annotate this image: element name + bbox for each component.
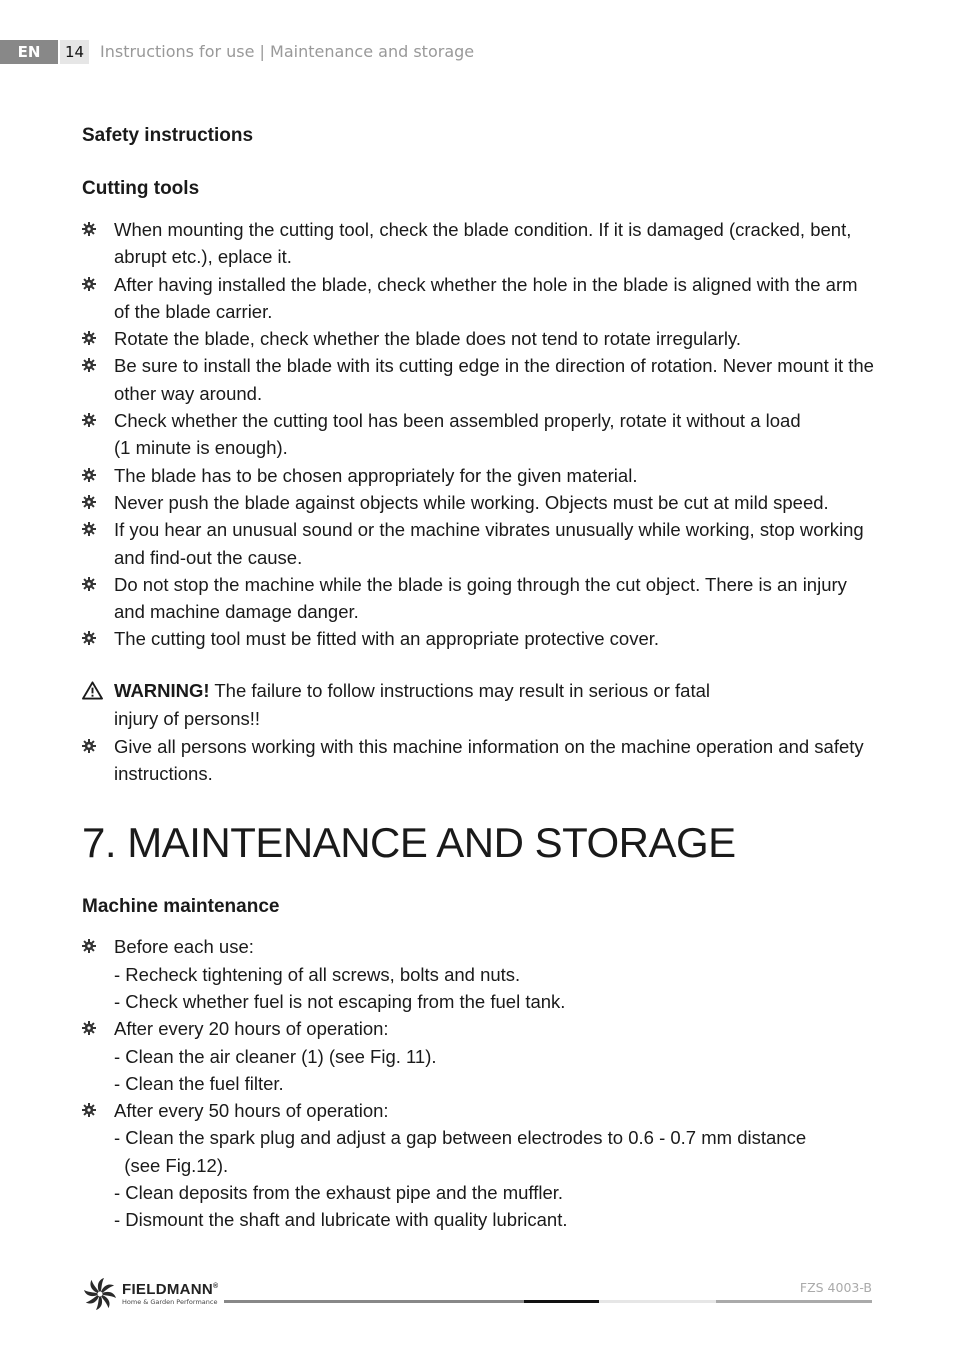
- list-item: Never push the blade against objects while working. Objects must be cut at mild speed.: [82, 489, 877, 516]
- list-item: When mounting the cutting tool, check the blade condition. If it is damaged (cracked, bent, abrupt etc.), eplace it.: [82, 216, 877, 271]
- sub-item: (see Fig.12).: [114, 1154, 229, 1176]
- gear-bullet-icon: [82, 522, 96, 536]
- list-item: After every 20 hours of operation: - Clean the air cleaner (1) (see Fig. 11). - Clean the fuel filter.: [82, 1015, 877, 1097]
- sub-item: - Clean the fuel filter.: [114, 1072, 284, 1094]
- list-item: After having installed the blade, check whether the hole in the blade is aligned with the arm of the blade carrier.: [82, 271, 877, 326]
- gear-bullet-icon: [82, 413, 96, 427]
- footer-rule: [716, 1300, 872, 1303]
- page-header: [0, 40, 954, 64]
- sub-item: - Clean the spark plug and adjust a gap between electrodes to 0.6 - 0.7 mm distance: [114, 1127, 807, 1149]
- gear-bullet-icon: [82, 358, 96, 372]
- list-item: After every 50 hours of operation: - Clean the spark plug and adjust a gap between electrodes to 0.6 - 0.7 mm distance (see Fig.12). - Clean deposits from the exhaust pipe and the muffler. - Dismount the shaft and lubricate with quality lubricant.: [82, 1097, 877, 1233]
- gear-bullet-icon: [82, 468, 96, 482]
- list-item: Before each use: - Recheck tightening of all screws, bolts and nuts. - Check whether fuel is not escaping from the fuel tank.: [82, 933, 877, 1015]
- list-item: The blade has to be chosen appropriately for the given material.: [82, 462, 877, 489]
- warning-triangle-icon: [82, 681, 103, 700]
- language-badge: EN: [0, 40, 58, 64]
- gear-bullet-icon: [82, 939, 96, 953]
- list-item: Do not stop the machine while the blade is going through the cut object. There is an injury and machine damage danger.: [82, 571, 877, 626]
- page-footer: [82, 1276, 872, 1316]
- list-item: Rotate the blade, check whether the blade does not tend to rotate irregularly.: [82, 325, 877, 352]
- gear-bullet-icon: [82, 1021, 96, 1035]
- gear-bullet-icon: [82, 495, 96, 509]
- gear-bullet-icon: [82, 631, 96, 645]
- sub-item: - Dismount the shaft and lubricate with quality lubricant.: [114, 1209, 568, 1231]
- footer-rule: [224, 1300, 524, 1303]
- warning-note: [82, 677, 877, 733]
- footer-rule: [599, 1300, 716, 1303]
- running-title: Instructions for use | Maintenance and storage: [100, 42, 475, 61]
- gear-bullet-icon: [82, 222, 96, 236]
- page-number: 14: [60, 40, 89, 64]
- sub-item: - Recheck tightening of all screws, bolts and nuts.: [114, 963, 521, 985]
- warning-label: WARNING!: [114, 679, 210, 701]
- list-item: The cutting tool must be fitted with an appropriate protective cover.: [82, 625, 877, 652]
- fieldmann-swirl-logo: [82, 1276, 118, 1312]
- sub-item: - Clean deposits from the exhaust pipe and the muffler.: [114, 1182, 564, 1204]
- list-item: Be sure to install the blade with its cutting edge in the direction of rotation. Never mount it the other way around.: [82, 352, 877, 407]
- cutting-tools-list: [82, 216, 877, 653]
- gear-bullet-icon: [82, 577, 96, 591]
- list-item: If you hear an unusual sound or the machine vibrates unusually while working, stop working and find-out the cause.: [82, 516, 877, 571]
- brand-tagline: Home & Garden Performance: [122, 1298, 218, 1306]
- page-content: [82, 122, 877, 1234]
- model-number: FZS 4003-B: [799, 1280, 872, 1295]
- list-item: Give all persons working with this machine information on the machine operation and safety instructions.: [82, 733, 877, 788]
- cutting-tools-heading: Cutting tools: [82, 178, 200, 199]
- gear-bullet-icon: [82, 1103, 96, 1117]
- maintenance-heading: Machine maintenance: [82, 896, 280, 918]
- chapter-title: 7. MAINTENANCE AND STORAGE: [82, 819, 736, 867]
- after-warning-list: [82, 733, 877, 788]
- maintenance-list: [82, 933, 877, 1233]
- sub-item: - Check whether fuel is not escaping from the fuel tank.: [114, 990, 566, 1012]
- gear-bullet-icon: [82, 739, 96, 753]
- sub-item: - Clean the air cleaner (1) (see Fig. 11).: [114, 1045, 437, 1067]
- gear-bullet-icon: [82, 277, 96, 291]
- gear-bullet-icon: [82, 331, 96, 345]
- footer-rule: [524, 1300, 599, 1303]
- list-item: Check whether the cutting tool has been assembled properly, rotate it without a load (1 minute is enough).: [82, 407, 877, 462]
- warning-text-continued: injury of persons!!: [114, 707, 261, 729]
- brand-name: FIELDMANN®: [122, 1281, 219, 1298]
- safety-heading: Safety instructions: [82, 125, 254, 146]
- warning-text: The failure to follow instructions may result in serious or fatal: [209, 679, 710, 701]
